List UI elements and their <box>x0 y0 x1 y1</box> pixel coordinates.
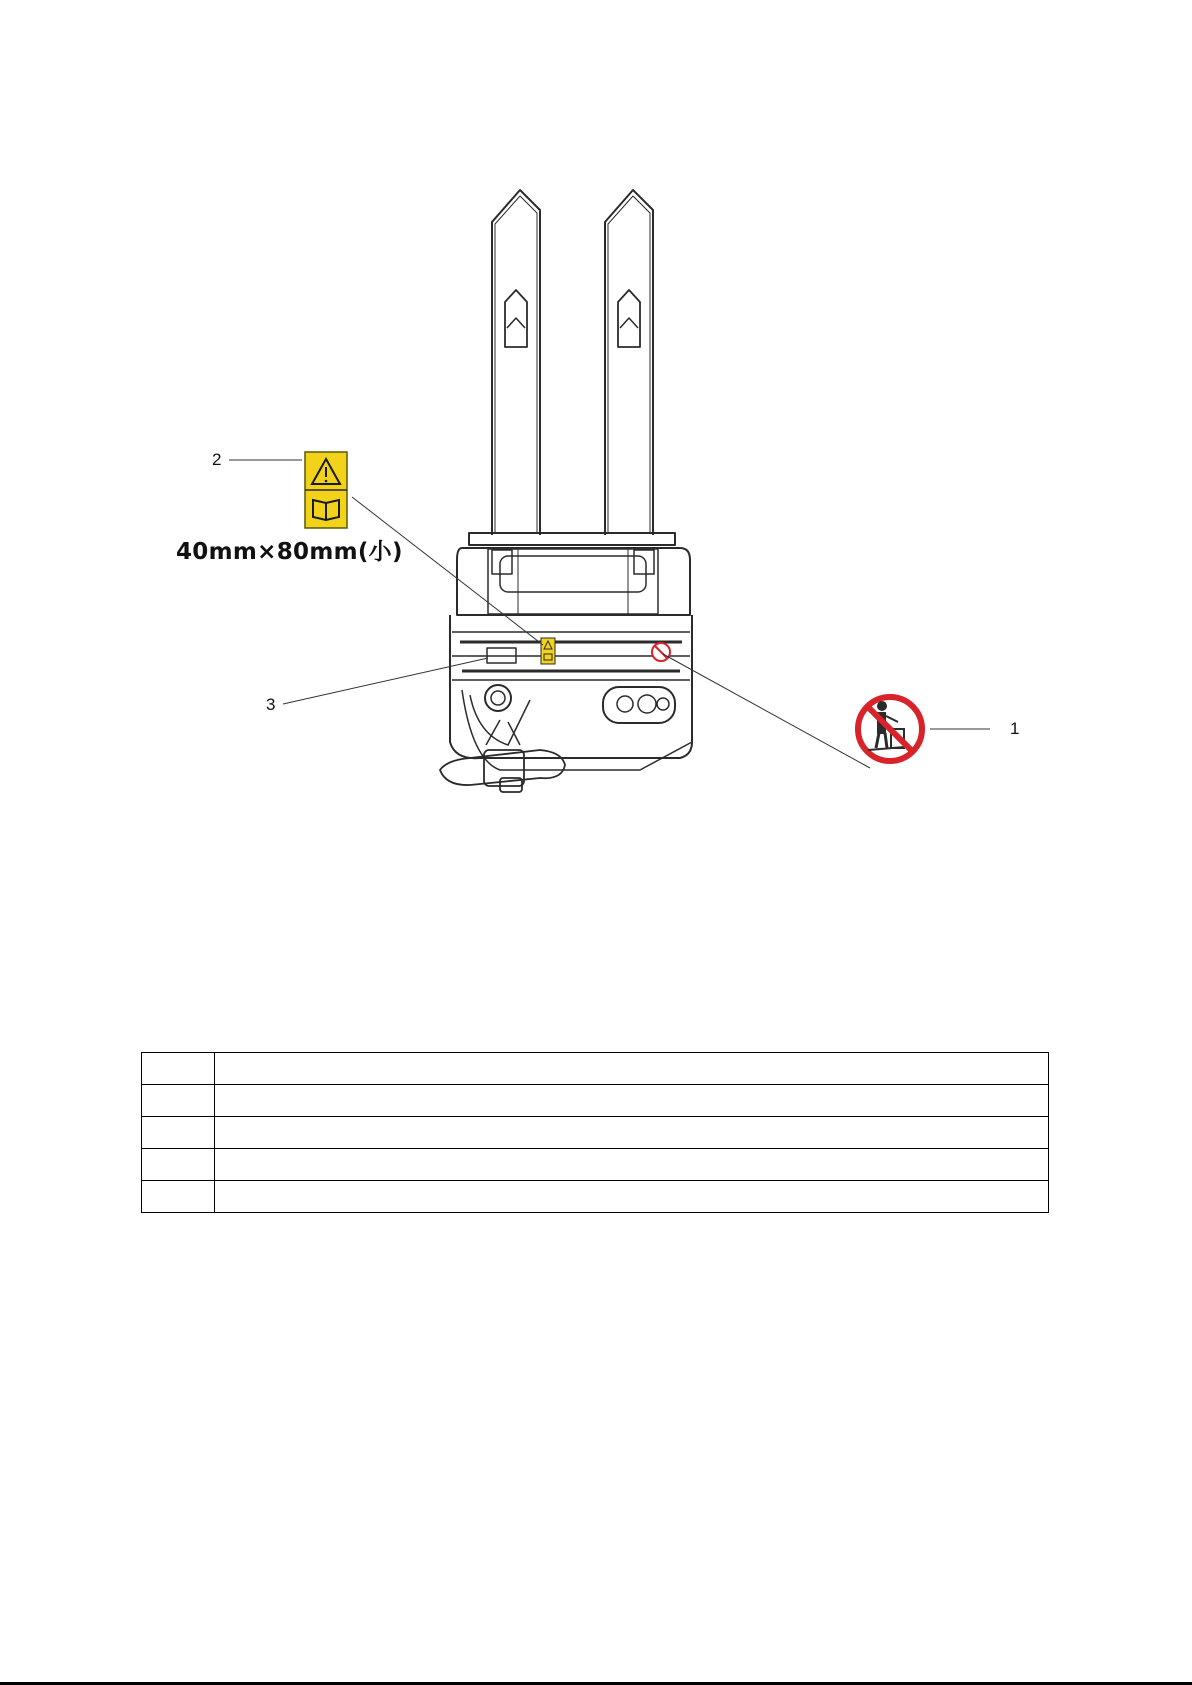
table-row <box>142 1053 1049 1085</box>
fork-carriage <box>469 533 675 545</box>
legend-description-cell <box>215 1181 1049 1213</box>
legend-number-cell <box>142 1053 215 1085</box>
table-row <box>142 1117 1049 1149</box>
legend-number-cell <box>142 1085 215 1117</box>
callout-3: 3 <box>266 695 276 714</box>
body-label-2 <box>541 638 555 664</box>
legend-description-cell <box>215 1149 1049 1181</box>
drive-wheel <box>485 685 511 711</box>
body-label-1 <box>652 643 670 661</box>
forklift-drawing <box>0 0 1192 820</box>
callout-2: 2 <box>212 450 222 469</box>
no-riding-prohibition-icon <box>858 697 922 761</box>
table-row <box>142 1085 1049 1117</box>
warning-manual-icon <box>305 452 347 528</box>
callout-1: 1 <box>1010 719 1020 738</box>
leader-line-3 <box>283 658 488 704</box>
legend-number-cell <box>142 1181 215 1213</box>
legend-description-cell <box>215 1053 1049 1085</box>
legend-number-cell <box>142 1117 215 1149</box>
table-row <box>142 1149 1049 1181</box>
left-fork <box>492 190 540 535</box>
leader-line-2-diagonal <box>352 497 543 645</box>
legend-description-cell <box>215 1085 1049 1117</box>
legend-table <box>141 1052 1049 1213</box>
legend-number-cell <box>142 1149 215 1181</box>
right-fork <box>605 190 653 535</box>
label-size-text: 40mm×80mm(小) <box>176 539 403 565</box>
legend-description-cell <box>215 1117 1049 1149</box>
leader-line-1-diagonal <box>663 654 870 768</box>
table-row <box>142 1181 1049 1213</box>
control-panel <box>603 687 675 723</box>
